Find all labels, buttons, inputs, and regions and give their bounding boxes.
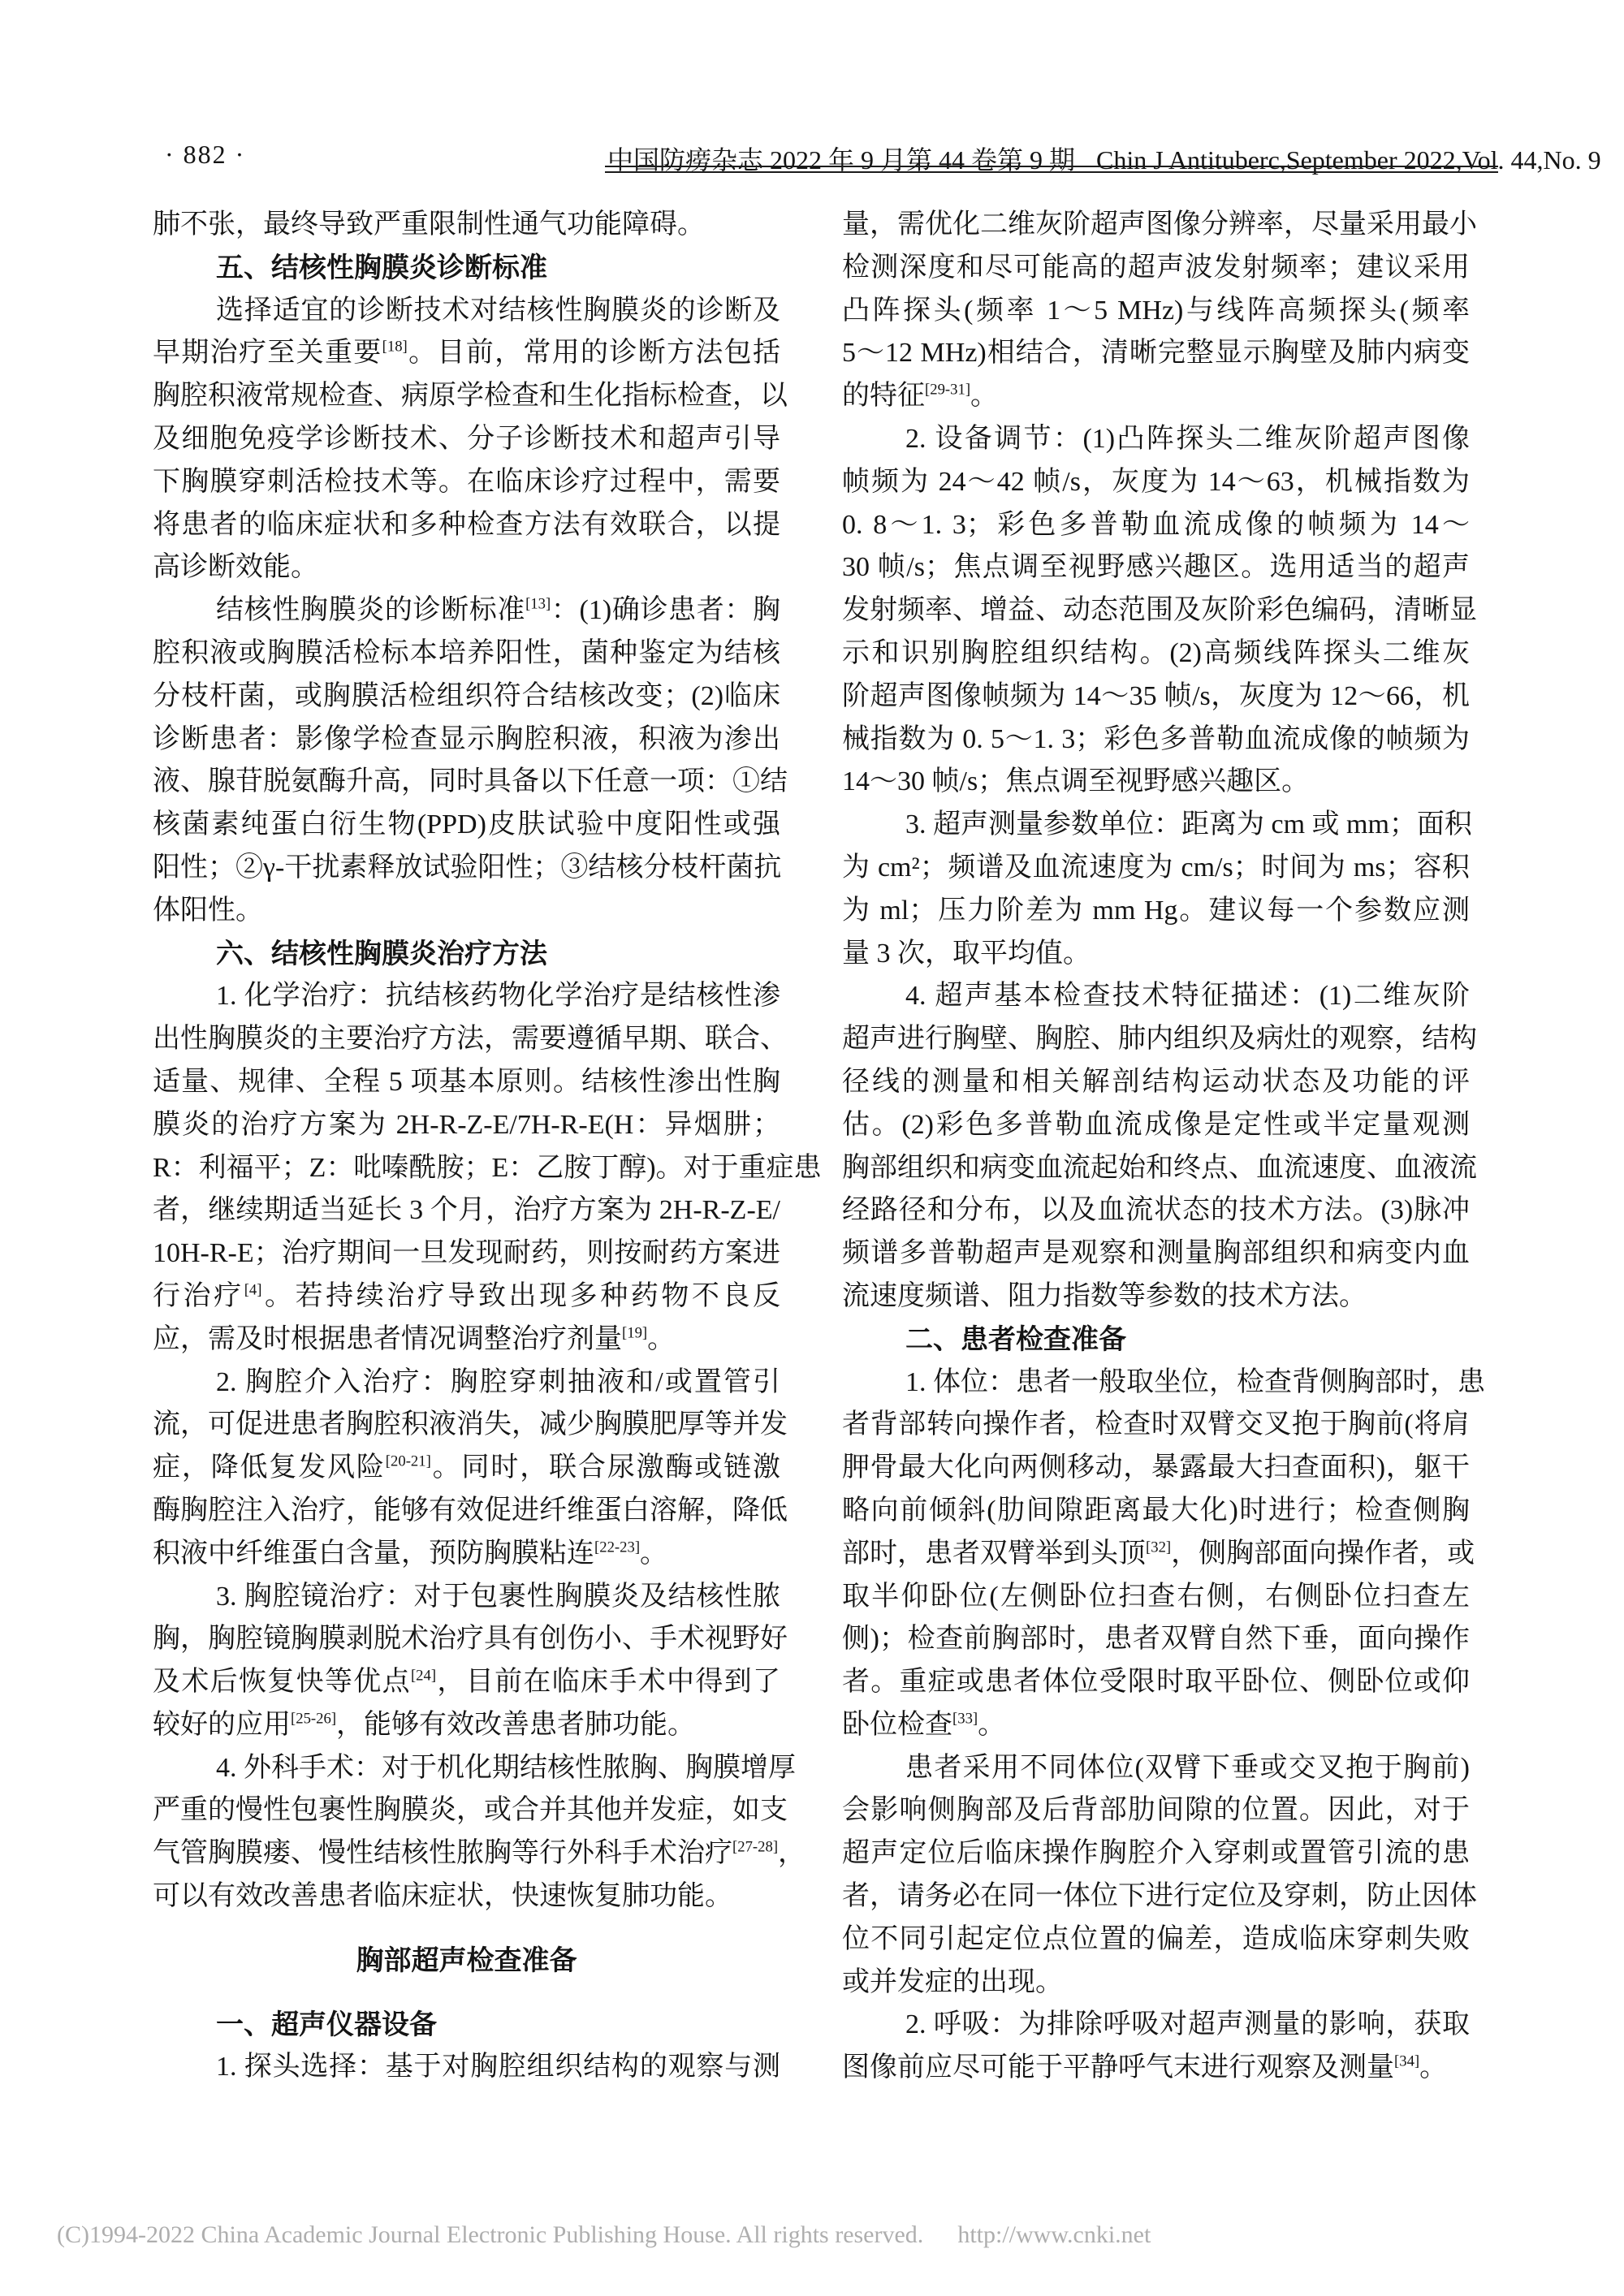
- text-line: 较好的应用[25-26]，能够有效改善患者肺功能。: [153, 1709, 696, 1740]
- text-line: 4. 超声基本检查技术特征描述：(1)二维灰阶: [905, 981, 1470, 1012]
- journal-citation-cn: 中国防痨杂志 2022 年 9 月第 44 卷第 9 期: [607, 145, 1076, 175]
- text-line: 取半仰卧位(左侧卧位扫查右侧，右侧卧位扫查左: [842, 1581, 1470, 1612]
- text-line: 2. 呼吸：为排除呼吸对超声测量的影响，获取: [905, 2009, 1470, 2040]
- text-line: 超声定位后临床操作胸腔介入穿刺或置管引流的患: [842, 1838, 1470, 1869]
- text-line: 械指数为 0. 5～1. 3；彩色多普勒血流成像的帧频为: [842, 723, 1470, 754]
- text-line: 高诊断效能。: [153, 552, 318, 583]
- text-line: 胸部组织和病变血流起始和终点、血流速度、血液流: [842, 1152, 1477, 1183]
- text-line: 者。重症或患者体位受限时取平卧位、侧卧位或仰: [842, 1667, 1470, 1698]
- text-line: 阳性；②γ-干扰素释放试验阳性；③结核分枝杆菌抗: [153, 852, 782, 883]
- text-line: 适量、规律、全程 5 项基本原则。结核性渗出性胸: [153, 1066, 780, 1097]
- text-line: 诊断患者：影像学检查显示胸腔积液，积液为渗出: [153, 723, 780, 754]
- text-line: 检测深度和尽可能高的超声波发射频率；建议采用: [842, 252, 1470, 283]
- text-line: 发射频率、增益、动态范围及灰阶彩色编码，清晰显: [842, 595, 1477, 626]
- text-line: 3. 胸腔镜治疗：对于包裹性胸膜炎及结核性脓: [216, 1581, 780, 1612]
- text-line: 流速度频谱、阻力指数等参数的技术方法。: [842, 1280, 1367, 1311]
- text-line: 应，需及时根据患者情况调整治疗剂量[19]。: [153, 1323, 676, 1354]
- text-line: 1. 化学治疗：抗结核药物化学治疗是结核性渗: [216, 981, 780, 1012]
- text-line: 将患者的临床症状和多种检查方法有效联合，以提: [153, 509, 780, 540]
- section-heading: 六、结核性胸膜炎治疗方法: [216, 938, 547, 969]
- text-line: 为 ml；压力阶差为 mm Hg。建议每一个参数应测: [842, 895, 1470, 926]
- text-line: 的特征[29-31]。: [842, 381, 999, 412]
- text-line: 5～12 MHz)相结合，清晰完整显示胸壁及肺内病变: [842, 338, 1470, 369]
- text-line: 酶胸腔注入治疗，能够有效促进纤维蛋白溶解，降低: [153, 1495, 788, 1526]
- text-line: 者背部转向操作者，检查时双臂交叉抱于胸前(将肩: [842, 1409, 1470, 1440]
- text-line: 频谱多普勒超声是观察和测量胸部组织和病变内血: [842, 1238, 1470, 1269]
- text-line: 液、腺苷脱氨酶升高，同时具备以下任意一项：①结: [153, 766, 788, 797]
- text-line: 图像前应尽可能于平静呼气末进行观察及测量[34]。: [842, 2052, 1448, 2083]
- text-line: 积液中纤维蛋白含量，预防胸膜粘连[22-23]。: [153, 1538, 668, 1569]
- text-line: 及术后恢复快等优点[24]，目前在临床手术中得到了: [153, 1667, 781, 1698]
- text-line: 4. 外科手术：对于机化期结核性脓胸、胸膜增厚: [216, 1752, 796, 1783]
- text-line: 选择适宜的诊断技术对结核性胸膜炎的诊断及: [216, 295, 780, 326]
- text-line: 者，继续期适当延长 3 个月，治疗方案为 2H-R-Z-E/: [153, 1195, 780, 1226]
- text-line: 部时，患者双臂举到头顶[32]，侧胸部面向操作者，或: [842, 1538, 1475, 1569]
- text-line: 3. 超声测量参数单位：距离为 cm 或 mm；面积: [905, 809, 1472, 840]
- text-line: 会影响侧胸部及后背部肋间隙的位置。因此，对于: [842, 1795, 1470, 1826]
- text-line: 侧)；检查前胸部时，患者双臂自然下垂，面向操作: [842, 1624, 1470, 1655]
- text-line: 行治疗[4]。若持续治疗导致出现多种药物不良反: [153, 1280, 781, 1311]
- text-line: 严重的慢性包裹性胸膜炎，或合并其他并发症，如支: [153, 1795, 788, 1826]
- page-footer: [57, 2221, 1151, 2249]
- text-line: 估。(2)彩色多普勒血流成像是定性或半定量观测: [842, 1109, 1470, 1140]
- text-line: 1. 体位：患者一般取坐位，检查背侧胸部时，患: [905, 1366, 1485, 1397]
- copyright-text: (C)1994-2022 China Academic Journal Electronic Publishing House. All rights reserved.: [57, 2221, 924, 2248]
- text-line: 卧位检查[33]。: [842, 1709, 1006, 1740]
- text-line: 患者采用不同体位(双臂下垂或交叉抱于胸前): [905, 1752, 1470, 1783]
- text-line: 胸，胸腔镜胸膜剥脱术治疗具有创伤小、手术视野好: [153, 1624, 788, 1655]
- text-line: 径线的测量和相关解剖结构运动状态及功能的评: [842, 1066, 1470, 1097]
- text-line: 0. 8～1. 3；彩色多普勒血流成像的帧频为 14～: [842, 509, 1470, 540]
- text-line: 早期治疗至关重要[18]。目前，常用的诊断方法包括: [153, 338, 781, 369]
- text-line: 膜炎的治疗方案为 2H-R-Z-E/7H-R-E(H：异烟肼；: [153, 1109, 780, 1140]
- text-line: 胸腔积液常规检查、病原学检查和生化指标检查，以: [153, 381, 788, 412]
- page-number: · 882 ·: [165, 140, 246, 169]
- text-line: 胛骨最大化向两侧移动，暴露最大扫查面积)，躯干: [842, 1452, 1470, 1483]
- text-line: 10H-R-E；治疗期间一旦发现耐药，则按耐药方案进: [153, 1238, 780, 1269]
- text-line: 或并发症的出现。: [842, 1966, 1063, 1997]
- footer-url: http://www.cnki.net: [957, 2221, 1151, 2248]
- text-line: 为 cm²；频谱及血流速度为 cm/s；时间为 ms；容积: [842, 852, 1470, 883]
- text-line: 症，降低复发风险[20-21]。同时，联合尿激酶或链激: [153, 1452, 780, 1483]
- text-line: 2. 设备调节：(1)凸阵探头二维灰阶超声图像: [905, 423, 1470, 454]
- text-line: 者，请务必在同一体位下进行定位及穿刺，防止因体: [842, 1881, 1477, 1912]
- text-line: 结核性胸膜炎的诊断标准[13]：(1)确诊患者：胸: [216, 595, 781, 626]
- section-heading: 五、结核性胸膜炎诊断标准: [216, 252, 547, 283]
- text-line: 1. 探头选择：基于对胸腔组织结构的观察与测: [216, 2052, 780, 2082]
- text-line: 分枝杆菌，或胸膜活检组织符合结核改变；(2)临床: [153, 680, 780, 711]
- text-line: 及细胞免疫学诊断技术、分子诊断技术和超声引导: [153, 423, 780, 454]
- text-line: 位不同引起定位点位置的偏差，造成临床穿刺失败: [842, 1923, 1470, 1954]
- text-line: 略向前倾斜(肋间隙距离最大化)时进行；检查侧胸: [842, 1495, 1470, 1526]
- right-column: [842, 204, 1485, 2090]
- journal-citation-en: Chin J Antituberc,September 2022,Vol. 44,No. 9: [1096, 145, 1601, 175]
- text-line: 示和识别胸腔组织结构。(2)高频线阵探头二维灰: [842, 637, 1470, 668]
- text-line: 出性胸膜炎的主要治疗方法，需要遵循早期、联合、: [153, 1024, 788, 1055]
- text-line: 量，需优化二维灰阶超声图像分辨率，尽量采用最小: [842, 209, 1477, 240]
- text-line: 流，可促进患者胸腔积液消失，减少胸膜肥厚等并发: [153, 1409, 788, 1440]
- text-line: 体阳性。: [153, 895, 263, 926]
- text-line: 阶超声图像帧频为 14～35 帧/s，灰度为 12～66，机: [842, 680, 1470, 711]
- text-line: 凸阵探头(频率 1～5 MHz)与线阵高频探头(频率: [842, 295, 1470, 326]
- text-line: 14～30 帧/s；焦点调至视野感兴趣区。: [842, 766, 1310, 797]
- text-line: 帧频为 24～42 帧/s，灰度为 14～63，机械指数为: [842, 466, 1470, 497]
- text-line: 气管胸膜瘘、慢性结核性脓胸等行外科手术治疗[27-28]，: [153, 1838, 806, 1869]
- text-line: R：利福平；Z：吡嗪酰胺；E：乙胺丁醇)。对于重症患: [153, 1152, 822, 1183]
- text-line: 超声进行胸壁、胸腔、肺内组织及病灶的观察，结构: [842, 1024, 1477, 1055]
- text-line: 量 3 次，取平均值。: [842, 938, 1091, 969]
- section-heading: 一、超声仪器设备: [216, 2009, 437, 2040]
- text-line: 可以有效改善患者临床症状，快速恢复肺功能。: [153, 1881, 732, 1912]
- section-heading: 二、患者检查准备: [905, 1323, 1126, 1355]
- text-line: 核菌素纯蛋白衍生物(PPD)皮肤试验中度阳性或强: [153, 809, 780, 840]
- text-line: 肺不张，最终导致严重限制性通气功能障碍。: [153, 209, 705, 240]
- text-line: 30 帧/s；焦点调至视野感兴趣区。选用适当的超声: [842, 552, 1470, 583]
- header-double-rule: [605, 166, 1498, 173]
- text-line: 经路径和分布，以及血流状态的技术方法。(3)脉冲: [842, 1195, 1470, 1226]
- text-line: 2. 胸腔介入治疗：胸腔穿刺抽液和/或置管引: [216, 1366, 780, 1397]
- left-column: [153, 204, 822, 2089]
- text-line: 下胸膜穿刺活检技术等。在临床诊疗过程中，需要: [153, 466, 780, 497]
- section-title: 胸部超声检查准备: [356, 1944, 577, 1976]
- text-line: 腔积液或胸膜活检标本培养阳性，菌种鉴定为结核: [153, 637, 780, 668]
